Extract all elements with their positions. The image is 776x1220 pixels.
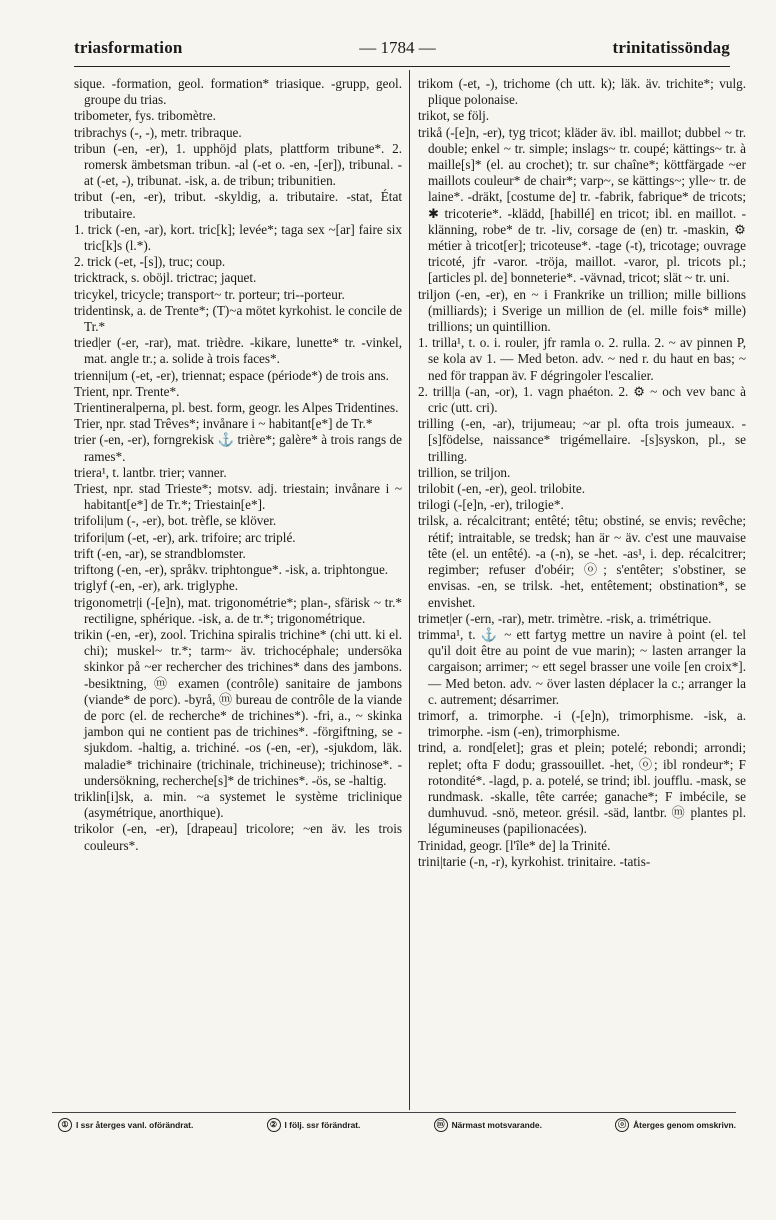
dictionary-entry: Trient, npr. Trente*. <box>74 383 180 399</box>
dictionary-entry: trigonometr|i (-[e]n), mat. trigonométrie*; plan-, sfärisk ~ tr.* rectiligne, sphérique. -isk, a. de tr.*; trigonométrique. <box>74 594 402 626</box>
left-column <box>74 76 402 1108</box>
footnote-text: Närmast motsvarande. <box>451 1120 542 1130</box>
dictionary-entry: trilsk, a. récalcitrant; entêté; têtu; obstiné, se envis; revêche; rétif; intraitable, se tredsk; han är ~ äv. c'est une mauvaise tête (el. un entêté). -a (-n), se -het. -as¹, i. dep. récalcitrer; regimber; refuser d'obéir; ⓞ; s'entêter; s'obstiner, se envisas. -en, se trilsk. -het, entêtement; obstination*, se envishet. <box>418 513 746 610</box>
dictionary-entry: trillion, se triljon. <box>418 464 511 480</box>
dictionary-entry: triera¹, t. lantbr. trier; vanner. <box>74 464 227 480</box>
dictionary-entry: trifori|um (-et, -er), ark. trifoire; arc triplé. <box>74 529 296 545</box>
dictionary-entry: trikå (-[e]n, -er), tyg tricot; kläder äv. ibl. maillot; dubbel ~ tr. double; enkel ~ tr. simple; inslags~ tr. coupé; kättings~ tr. à maille[s]* (el. au crochet); tr. sur chaîne*; köttfärgade ~er maillots couleur* de chair*; varp~, se kättings~; ylle~ tr. de laine*. -dräkt, [costume de] tr. -fabrik, fabrique* de tricots; ✱ tricoterie*. -klädd, [habillé] en tricot; ibl. en maillot. -klänning, robe* de tr. -liv, corsage de (en) tr. -maskin, ⚙ métier à tricot[er]; tricoteuse*. -tage (-t), tricotage; ouvrage tricoté, jfr -varor. -tröja, maillot. -varor, pl. tricots pl.; [articles pl. de] bonneterie*. -vävnad, tricot; slät ~ tr. uni. <box>418 124 746 286</box>
right-column <box>418 76 746 1108</box>
dictionary-entry: trikom (-et, -), trichome (ch utt. k); läk. äv. trichite*; vulg. plique polonaise. <box>418 76 746 108</box>
dictionary-entry: trilobit (-en, -er), geol. trilobite. <box>418 481 585 497</box>
dictionary-entry: trifoli|um (-, -er), bot. trèfle, se klöver. <box>74 513 277 529</box>
dictionary-entry: 2. trill|a (-an, -or), 1. vagn phaéton. 2. ⚙ ~ och vev banc à cric (utt. cri). <box>418 383 746 416</box>
dictionary-entry: trimma¹, t. ⚓ ~ ett fartyg mettre un navire à point (el. tel qu'il doit être au point de vue marin); ~ lasten arranger la cargaison; arrimer; ~ ett segel brasser une voile [en croix*]. — Med beton. adv. ~ över lasten déplacer la c.; arranger la c. autrement; désarrimer. <box>418 626 746 707</box>
circled-m-icon: ⓜ <box>434 1118 448 1132</box>
footnote-text: Återges genom omskrivn. <box>633 1120 736 1130</box>
dictionary-entry: triklin[i]sk, a. min. ~a systemet le système triclinique (asymétrique, anorthique). <box>74 788 402 821</box>
right-running-headword: trinitatissöndag <box>612 38 730 57</box>
dictionary-entry: Triest, npr. stad Trieste*; motsv. adj. triestain; invånare i ~ habitant[e*] de Tr.*; Triestain[e*]. <box>74 481 402 513</box>
dictionary-entry: trift (-en, -ar), se strandblomster. <box>74 545 246 561</box>
dictionary-entry: trilogi (-[e]n, -er), trilogie*. <box>418 497 564 513</box>
dictionary-entry: tridentinsk, a. de Trente*; (T)~a mötet kyrkohist. le concile de Tr.* <box>74 302 402 335</box>
column-divider <box>409 70 410 1110</box>
dictionary-entry: 1. trick (-en, -ar), kort. tric[k]; levée*; taga sex ~[ar] faire six tric[k]s (l.*). <box>74 221 402 254</box>
footnote-rule <box>52 1112 736 1113</box>
dictionary-entry: tricykel, tricycle; transport~ tr. porteur; tri--porteur. <box>74 286 345 302</box>
footnote-text: I ssr återges vanl. oförändrat. <box>76 1120 194 1130</box>
footnote-item <box>615 1118 736 1132</box>
dictionary-entry: Trier, npr. stad Trêves*; invånare i ~ habitant[e*] de Tr.* <box>74 416 373 432</box>
header-rule <box>74 66 730 67</box>
page-number: — 1784 — <box>359 38 436 57</box>
page-header <box>74 38 730 64</box>
dictionary-entry: Trientineralperna, pl. best. form, geogr. les Alpes Tridentines. <box>74 400 399 416</box>
dictionary-entry: triglyf (-en, -er), ark. triglyphe. <box>74 578 239 594</box>
circled-one-icon: ① <box>58 1118 72 1132</box>
circled-o-icon: ⓞ <box>615 1118 629 1132</box>
dictionary-entry: tribut (-en, -er), tribut. -skyldig, a. tributaire. -stat, État tributaire. <box>74 189 402 221</box>
footnote-item <box>434 1118 542 1132</box>
dictionary-entry: triftong (-en, -er), språkv. triphtongue*. -isk, a. triphtongue. <box>74 562 389 578</box>
dictionary-entry: trikot, se följ. <box>418 108 490 124</box>
dictionary-entry: trikolor (-en, -er), [drapeau] tricolore; ~en äv. les trois couleurs*. <box>74 821 402 853</box>
dictionary-entry: trilling (-en, -ar), trijumeau; ~ar pl. ofta trois jumeaux. -[s]födelse, naissance* trigémellaire. -[s]syskon, pl., se trilling. <box>418 416 746 464</box>
dictionary-entry: tried|er (-er, -rar), mat. trièdre. -kikare, lunette* tr. -vinkel, mat. angle tr.; a. solide à trois faces*. <box>74 335 402 367</box>
dictionary-entry: triljon (-en, -er), en ~ i Frankrike un trillion; mille billions (milliards); i Sverige un million de (el. mille fois* mille) trillions; un quintillion. <box>418 286 746 335</box>
footnote-item <box>267 1118 361 1132</box>
dictionary-entry: tribun (-en, -er), 1. upphöjd plats, plattform tribune*. 2. romersk ämbetsman tribun. -al (-et o. -en, -[er]), tribunal. -at (-et, -), tribunat. -isk, a. de tribun; tribunitien. <box>74 140 402 189</box>
footnote-legend <box>58 1117 736 1133</box>
dictionary-entry: trimorf, a. trimorphe. -i (-[e]n), trimorphisme. -isk, a. trimorphe. -ism (-en), trimorphisme. <box>418 707 746 740</box>
dictionary-entry: tribrachys (-, -), metr. tribraque. <box>74 124 242 140</box>
dictionary-entry: tricktrack, s. oböjl. trictrac; jaquet. <box>74 270 257 286</box>
dictionary-entry: trienni|um (-et, -er), triennat; espace (période*) de trois ans. <box>74 367 389 383</box>
dictionary-entry: trikin (-en, -er), zool. Trichina spiralis trichine* (chi utt. ki el. chi); muskel~ tr.*; tarm~ äv. trichocéphale; undersöka skinkor på ~er rechercher des trichines* dans des jambons. -besiktning, ⓜ examen (contrôle) sanitaire de jambons (viande* de porc). -byrå, ⓜ bureau de contrôle de la viande de porc (el. de recherche* de trichines*). -fri, a., ~ skinka jambon qui ne contient pas de trichines*. -förgiftning, se -sjukdom. -haltig, a. trichiné. -os (-en, -er), -sjukdom, läk. maladie* trichinaire (trichinale, trichineuse); trichinose*. -undersökning, recherche[s]* de trichines*. -ös, se -haltig. <box>74 626 402 788</box>
dictionary-entry: trimet|er (-ern, -rar), metr. trimètre. -risk, a. trimétrique. <box>418 610 712 626</box>
dictionary-entry: sique. -formation, geol. formation* triasique. -grupp, geol. groupe du trias. <box>74 76 402 108</box>
dictionary-entry: trini|tarie (-n, -r), kyrkohist. trinitaire. -tatis- <box>418 853 651 869</box>
dictionary-entry: 2. trick (-et, -[s]), truc; coup. <box>74 254 226 270</box>
circled-two-icon: ② <box>267 1118 281 1132</box>
dictionary-entry: trier (-en, -er), forngrekisk ⚓ trière*; galère* à trois rangs de rames*. <box>74 432 402 464</box>
dictionary-entry: trind, a. rond[elet]; gras et plein; potelé; rebondi; arrondi; replet; ofta F dodu; grassouillet. -het, ⓞ; ibl rondeur*; F rotondité*. -lagd, p. a. potelé, se trind; ibl. joufflu. -mask, se rundmask. -skalle, tête carrée; ganache*; F imbécile, se dumhuvud. -snö, meteor. grésil. -säd, lantbr. ⓜ plantes pl. légumineuses (papilionacées). <box>418 740 746 837</box>
footnote-item <box>58 1118 193 1132</box>
dictionary-entry: 1. trilla¹, t. o. i. rouler, jfr ramla o. 2. rulla. 2. ~ av pinnen P, se kola av 1. — Med beton. adv. ~ ned r. du haut en bas; ~ ned för trappan äv. F dégringoler l'escalier. <box>418 335 746 383</box>
dictionary-entry: Trinidad, geogr. [l'île* de] la Trinité. <box>418 837 611 853</box>
left-running-headword: triasformation <box>74 38 183 57</box>
footnote-text: I följ. ssr förändrat. <box>284 1120 361 1130</box>
dictionary-entry: tribometer, fys. tribomètre. <box>74 108 216 124</box>
